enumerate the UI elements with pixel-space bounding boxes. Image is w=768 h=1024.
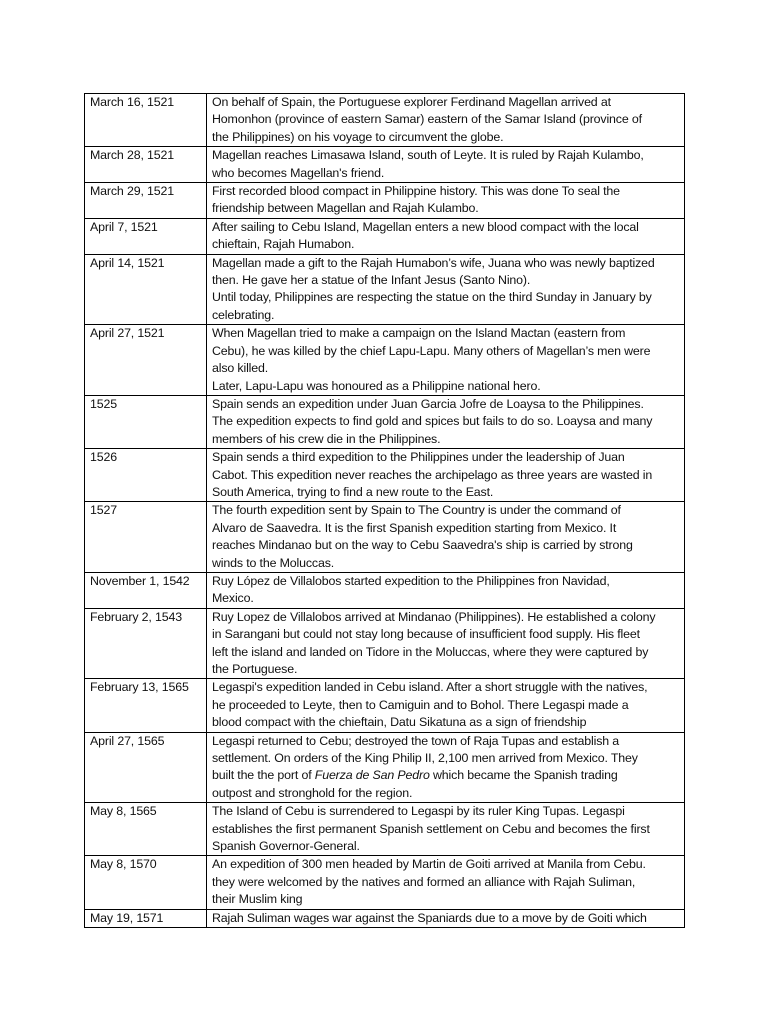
event-cell — [207, 325, 685, 396]
event-text: Spain sends a third expedition to the Philippines under the leadership of Juan — [212, 450, 625, 465]
event-cell — [207, 803, 685, 856]
event-cell — [207, 909, 685, 927]
table-row — [85, 679, 685, 732]
event-text: also killed. — [212, 361, 269, 376]
table-row — [85, 449, 685, 502]
table-row — [85, 856, 685, 909]
table-row — [85, 608, 685, 679]
event-text: When Magellan tried to make a campaign on the Island Mactan (eastern from — [212, 326, 626, 341]
event-cell — [207, 856, 685, 909]
event-text: The Island of Cebu is surrendered to Legaspi by its ruler King Tupas. Legaspi — [212, 804, 625, 819]
event-text: members of his crew die in the Philippines. — [212, 431, 441, 446]
event-text: winds to the Moluccas. — [212, 555, 335, 570]
table-row — [85, 502, 685, 573]
event-text: settlement. On orders of the King Philip II, 2,100 men arrived from Mexico. They — [212, 751, 638, 766]
event-cell — [207, 502, 685, 573]
event-cell — [207, 572, 685, 608]
event-text: outpost and stronghold for the region. — [212, 785, 413, 800]
event-text: On behalf of Spain, the Portuguese explorer Ferdinand Magellan arrived at — [212, 95, 611, 109]
event-text: celebrating. — [212, 307, 275, 322]
table-row — [85, 94, 685, 147]
event-text: Later, Lapu-Lapu was honoured as a Philippine national hero. — [212, 378, 541, 393]
event-text: Homonhon (province of eastern Samar) eastern of the Samar Island (province of — [212, 112, 642, 127]
event-cell — [207, 679, 685, 732]
event-text: Until today, Philippines are respecting the statue on the third Sunday in January by — [212, 290, 652, 305]
event-text: The expedition expects to find gold and spices but fails to do so. Loaysa and many — [212, 414, 653, 429]
event-text: Spanish Governor-General. — [212, 839, 360, 854]
event-text: Magellan reaches Limasawa Island, south of Leyte. It is ruled by Rajah Kulambo, — [212, 148, 644, 163]
date-cell: February 13, 1565 — [85, 679, 207, 732]
event-text: Ruy Lopez de Villalobos arrived at Mindanao (Philippines). He established a colony — [212, 609, 656, 624]
event-text: blood compact with the chieftain, Datu Sikatuna as a sign of friendship — [212, 715, 587, 730]
timeline-table — [84, 93, 685, 928]
event-text: chieftain, Rajah Humabon. — [212, 237, 355, 252]
date-cell: March 29, 1521 — [85, 183, 207, 219]
event-cell — [207, 449, 685, 502]
date-cell: November 1, 1542 — [85, 572, 207, 608]
event-text: Cabot. This expedition never reaches the archipelago as three years are wasted in — [212, 467, 653, 482]
event-text: The fourth expedition sent by Spain to The Country is under the command of — [212, 503, 621, 518]
event-text: left the island and landed on Tidore in the Moluccas, where they were captured by — [212, 644, 649, 659]
date-cell: April 7, 1521 — [85, 218, 207, 254]
date-cell: February 2, 1543 — [85, 608, 207, 679]
date-cell: April 27, 1521 — [85, 325, 207, 396]
event-text: After sailing to Cebu Island, Magellan enters a new blood compact with the local — [212, 219, 639, 234]
event-text: he proceeded to Leyte, then to Camiguin and to Bohol. There Legaspi made a — [212, 697, 629, 712]
date-cell: March 16, 1521 — [85, 94, 207, 147]
event-text: who becomes Magellan's friend. — [212, 165, 385, 180]
date-cell: 1527 — [85, 502, 207, 573]
event-cell — [207, 732, 685, 803]
event-text: Magellan made a gift to the Rajah Humabon’s wife, Juana who was newly baptized — [212, 255, 655, 270]
event-cell — [207, 94, 685, 147]
table-row — [85, 732, 685, 803]
event-text: First recorded blood compact in Philippine history. This was done To seal the — [212, 184, 620, 199]
table-row — [85, 395, 685, 448]
event-text: An expedition of 300 men headed by Martin de Goiti arrived at Manila from Cebu. — [212, 857, 646, 872]
table-row — [85, 254, 685, 325]
event-text: then. He gave her a statue of the Infant Jesus (Santo Nino). — [212, 273, 531, 288]
date-cell: May 19, 1571 — [85, 909, 207, 927]
event-text: Rajah Suliman wages war against the Spaniards due to a move by de Goiti which — [212, 910, 647, 925]
event-text: in Sarangani but could not stay long because of insufficient food supply. His fleet — [212, 627, 640, 642]
event-cell — [207, 147, 685, 183]
event-text: reaches Mindanao but on the way to Cebu Saavedra's ship is carried by strong — [212, 538, 633, 553]
event-text: the Philippines) on his voyage to circumvent the globe. — [212, 129, 504, 144]
event-text: their Muslim king — [212, 892, 303, 907]
event-cell — [207, 395, 685, 448]
date-cell: April 14, 1521 — [85, 254, 207, 325]
event-cell — [207, 218, 685, 254]
table-row — [85, 218, 685, 254]
event-text-fragment: which became the Spanish trading — [429, 768, 618, 783]
event-text: the Portuguese. — [212, 662, 298, 676]
date-cell: 1525 — [85, 395, 207, 448]
event-text: establishes the first permanent Spanish settlement on Cebu and becomes the first — [212, 821, 650, 836]
event-text: Mexico. — [212, 591, 254, 606]
event-cell — [207, 183, 685, 219]
event-text: Spain sends an expedition under Juan Garcia Jofre de Loaysa to the Philippines. — [212, 396, 644, 411]
event-text: Legaspi's expedition landed in Cebu island. After a short struggle with the natives, — [212, 680, 648, 695]
event-cell — [207, 254, 685, 325]
table-row — [85, 325, 685, 396]
table-row — [85, 183, 685, 219]
event-text: South America, trying to find a new route to the East. — [212, 484, 494, 499]
event-text: Ruy López de Villalobos started expedition to the Philippines fron Navidad, — [212, 573, 610, 588]
event-text: Legaspi returned to Cebu; destroyed the town of Raja Tupas and establish a — [212, 733, 620, 748]
date-cell: May 8, 1565 — [85, 803, 207, 856]
event-text — [212, 767, 681, 784]
date-cell: March 28, 1521 — [85, 147, 207, 183]
event-text: they were welcomed by the natives and formed an alliance with Rajah Suliman, — [212, 874, 636, 889]
table-row — [85, 147, 685, 183]
event-cell — [207, 608, 685, 679]
table-row — [85, 572, 685, 608]
table-row — [85, 909, 685, 927]
event-text: friendship between Magellan and Rajah Kulambo. — [212, 201, 479, 216]
event-text: Cebu), he was killed by the chief Lapu-Lapu. Many others of Magellan’s men were — [212, 343, 651, 358]
date-cell: April 27, 1565 — [85, 732, 207, 803]
date-cell: 1526 — [85, 449, 207, 502]
event-text: Alvaro de Saavedra. It is the first Spanish expedition starting from Mexico. It — [212, 520, 617, 535]
fort-name: Fuerza de San Pedro — [314, 768, 430, 783]
date-cell: May 8, 1570 — [85, 856, 207, 909]
table-row — [85, 803, 685, 856]
event-text-fragment: built the the port of — [212, 768, 315, 783]
